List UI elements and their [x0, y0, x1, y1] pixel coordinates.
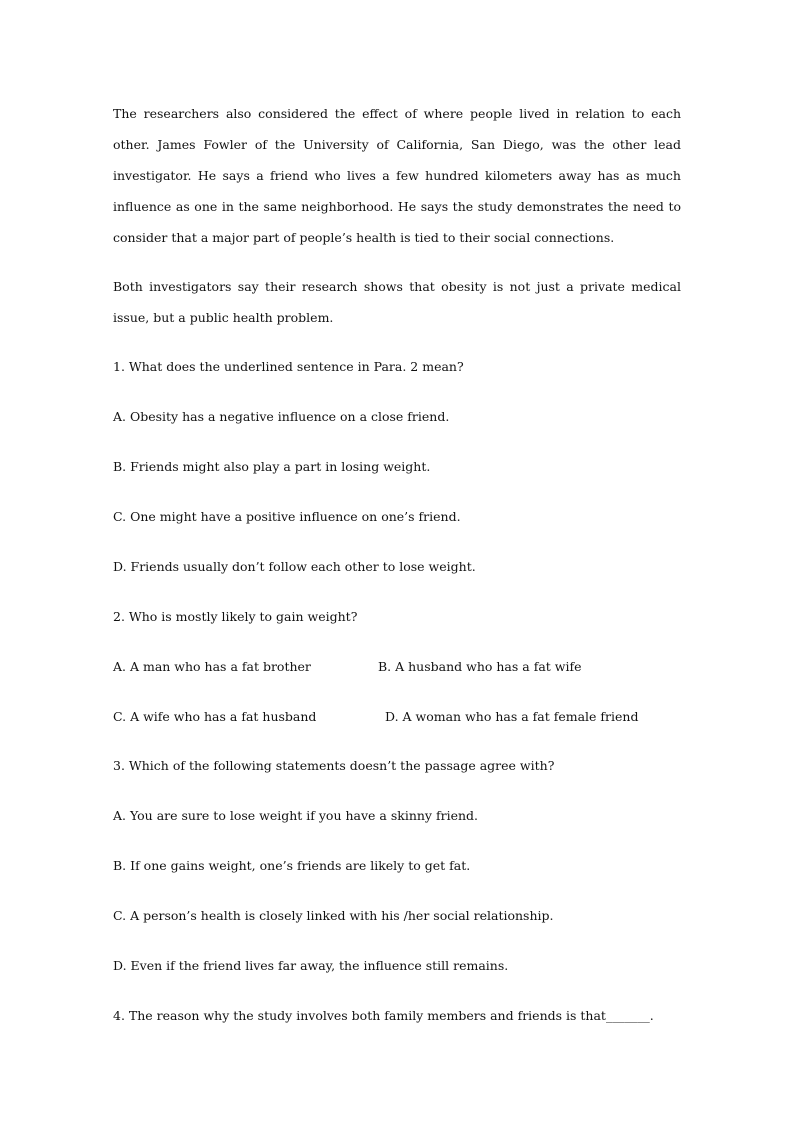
question-1-option-d: D. Friends usually don’t follow each other to lose weight.: [113, 559, 476, 574]
question-4-stem: 4. The reason why the study involves both family members and friends is that_______.: [113, 1008, 654, 1023]
question-2-stem: 2. Who is mostly likely to gain weight?: [113, 609, 358, 624]
question-3-option-d: D. Even if the friend lives far away, the influence still remains.: [113, 958, 509, 973]
question-3-option-a: A. You are sure to lose weight if you have a skinny friend.: [113, 808, 478, 823]
question-1-stem: 1. What does the underlined sentence in Para. 2 mean?: [113, 359, 464, 374]
question-3-stem: 3. Which of the following statements doesn’t the passage agree with?: [113, 758, 555, 773]
question-2-option-d: D. A woman who has a fat female friend: [385, 709, 639, 724]
passage-paragraph-2: Both investigators say their research shows that obesity is not just a private medical issue, but a public health problem.: [113, 279, 681, 325]
question-2-option-b: B. A husband who has a fat wife: [378, 659, 582, 674]
question-1-option-a: A. Obesity has a negative influence on a close friend.: [113, 409, 450, 424]
question-2-option-c: C. A wife who has a fat husband: [113, 709, 317, 724]
question-3-option-c: C. A person’s health is closely linked with his /her social relationship.: [113, 908, 554, 923]
question-1-option-b: B. Friends might also play a part in losing weight.: [113, 459, 431, 474]
question-3-option-b: B. If one gains weight, one’s friends are likely to get fat.: [113, 858, 471, 873]
question-1-option-c: C. One might have a positive influence on one’s friend.: [113, 509, 461, 524]
question-2-option-a: A. A man who has a fat brother: [113, 659, 311, 674]
passage-paragraph-1: The researchers also considered the effect of where people lived in relation to each other. James Fowler of the University of California, San Diego, was the other lead investigator. He says a friend who lives a few hundred kilometers away has as much influence as one in the same neighborhood. He says the study demonstrates the need to consider that a major part of people’s health is tied to their social connections.: [113, 106, 681, 245]
